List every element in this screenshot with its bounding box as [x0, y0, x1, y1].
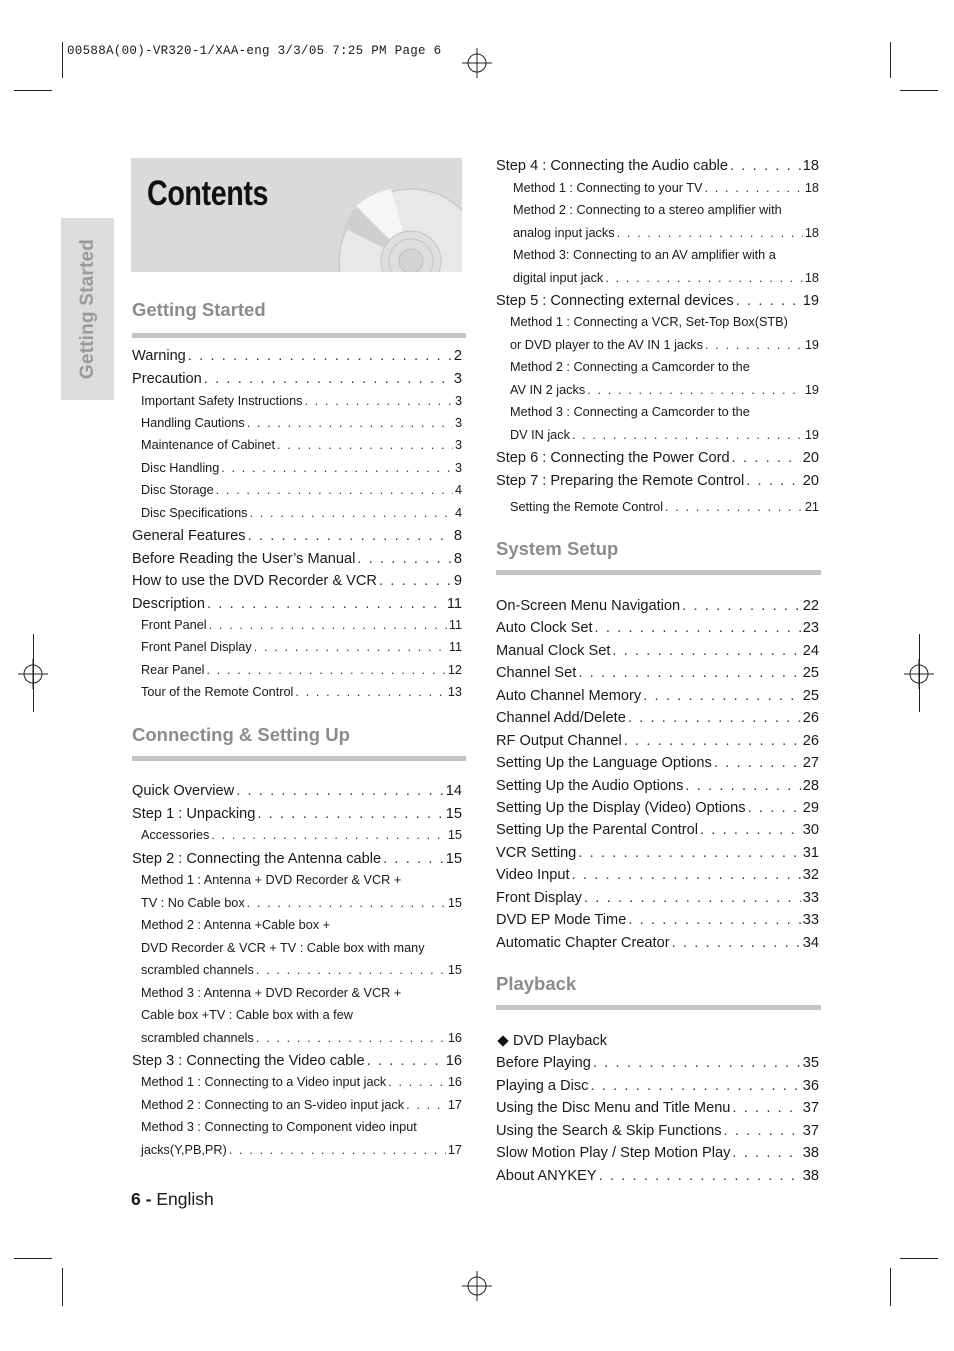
section-heading-getting-started: Getting Started — [132, 299, 266, 320]
toc-entry-title: Video Input — [496, 867, 570, 883]
dot-leader — [705, 338, 803, 352]
toc-entry[interactable] — [496, 1168, 819, 1184]
toc-entry-title: scrambled channels — [141, 1031, 254, 1045]
toc-entry[interactable] — [141, 873, 462, 887]
toc-entry[interactable] — [141, 986, 462, 1000]
section-heading-system-setup: System Setup — [496, 538, 619, 559]
toc-page-number: 11 — [448, 640, 462, 654]
dot-leader — [578, 665, 800, 681]
toc-entry-title: Disc Specifications — [141, 506, 248, 520]
dot-leader — [587, 383, 803, 397]
toc-entry[interactable] — [132, 806, 462, 822]
toc-page-number: 33 — [802, 912, 819, 928]
toc-entry-title: Front Display — [496, 890, 582, 906]
toc-entry-title: Manual Clock Set — [496, 643, 611, 659]
dot-leader — [714, 755, 801, 771]
toc-entry[interactable] — [141, 1008, 462, 1022]
crop-mark — [62, 42, 63, 78]
toc-entry[interactable] — [496, 1123, 819, 1139]
toc-entry[interactable] — [513, 181, 819, 195]
toc-entry-title: scrambled channels — [141, 963, 254, 977]
section-rule — [496, 570, 821, 575]
toc-entry-title: RF Output Channel — [496, 733, 622, 749]
crop-mark — [33, 634, 34, 712]
dot-leader — [256, 1031, 446, 1045]
toc-entry-title: Method 2 : Antenna +Cable box + — [141, 918, 331, 932]
toc-page-number: 15 — [445, 806, 462, 822]
dot-leader — [724, 1123, 801, 1139]
dot-leader — [211, 828, 445, 842]
toc-entry[interactable] — [496, 450, 819, 466]
registration-mark-icon — [462, 1271, 492, 1301]
toc-page-number: 38 — [802, 1145, 819, 1161]
toc-entry-title: Front Panel — [141, 618, 207, 632]
toc-entry[interactable] — [132, 528, 462, 544]
toc-page-number: 18 — [804, 226, 819, 240]
toc-page-number: 26 — [802, 710, 819, 726]
toc-entry-title: Warning — [132, 348, 186, 364]
toc-entry[interactable] — [496, 755, 819, 771]
toc-page-number: 19 — [804, 338, 819, 352]
dot-leader — [305, 394, 453, 408]
toc-entry[interactable] — [510, 405, 819, 419]
toc-entry[interactable] — [496, 1078, 819, 1094]
toc-entry[interactable] — [496, 800, 819, 816]
dot-leader — [247, 896, 446, 910]
toc-page-number: 12 — [447, 663, 462, 677]
dot-leader — [595, 620, 801, 636]
dot-leader — [732, 1100, 800, 1116]
dot-leader — [188, 348, 452, 364]
toc-page-number: 3 — [454, 461, 462, 475]
toc-entry-title: Before Reading the User’s Manual — [132, 551, 356, 567]
toc-entry[interactable] — [132, 371, 462, 387]
toc-entry-title: Step 5 : Connecting external devices — [496, 293, 734, 309]
toc-entry[interactable] — [496, 733, 819, 749]
toc-entry-title: DV IN jack — [510, 428, 570, 442]
toc-entry-title: Slow Motion Play / Step Motion Play — [496, 1145, 731, 1161]
toc-entry[interactable] — [496, 643, 819, 659]
toc-page-number: 20 — [802, 473, 819, 489]
toc-entry[interactable] — [132, 348, 462, 364]
toc-entry[interactable] — [141, 438, 462, 452]
toc-entry-title: digital input jack — [513, 271, 604, 285]
toc-entry[interactable] — [141, 416, 462, 430]
toc-entry-title: Front Panel Display — [141, 640, 252, 654]
toc-page-number: 9 — [453, 573, 462, 589]
dot-leader — [590, 1078, 800, 1094]
dot-leader — [682, 598, 801, 614]
toc-page-number: 16 — [447, 1031, 462, 1045]
toc-page-number: 3 — [454, 416, 462, 430]
dot-leader — [367, 1053, 444, 1069]
section-rule — [132, 756, 466, 761]
dot-leader — [665, 500, 803, 514]
toc-page-number: 32 — [802, 867, 819, 883]
section-rule — [132, 333, 466, 338]
toc-entry[interactable] — [510, 338, 819, 352]
toc-entry-title: Auto Channel Memory — [496, 688, 642, 704]
dot-leader — [748, 800, 801, 816]
toc-entry-title: Method 1 : Connecting a VCR, Set-Top Box(STB) — [510, 315, 788, 329]
toc-page-number: 30 — [802, 822, 819, 838]
toc-entry[interactable] — [513, 203, 819, 217]
toc-entry[interactable] — [141, 483, 462, 497]
toc-entry[interactable] — [496, 158, 819, 174]
toc-entry[interactable] — [141, 640, 462, 654]
toc-entry-title: DVD EP Mode Time — [496, 912, 627, 928]
toc-entry[interactable] — [141, 1075, 462, 1089]
toc-entry-title: Setting the Remote Control — [510, 500, 664, 514]
toc-entry-title: DVD Recorder & VCR + TV : Cable box with many — [141, 941, 425, 955]
dot-leader — [388, 1075, 446, 1089]
toc-entry[interactable] — [141, 1098, 462, 1112]
toc-entry[interactable] — [510, 500, 819, 514]
toc-page-number: 8 — [453, 528, 462, 544]
crop-mark — [62, 1268, 63, 1306]
toc-page-number: 34 — [802, 935, 819, 951]
toc-entry[interactable] — [496, 890, 819, 906]
toc-page-number: 3 — [454, 394, 462, 408]
toc-page-number: 38 — [802, 1168, 819, 1184]
toc-page-number: 27 — [802, 755, 819, 771]
toc-entry[interactable] — [496, 778, 819, 794]
toc-entry[interactable] — [141, 941, 462, 955]
toc-entry[interactable] — [510, 315, 819, 329]
dot-leader — [248, 528, 452, 544]
disc-icon — [336, 186, 462, 272]
toc-page-number: 18 — [802, 158, 819, 174]
toc-entry-title: Using the Disc Menu and Title Menu — [496, 1100, 731, 1116]
crop-mark — [900, 90, 938, 91]
toc-page-number: 36 — [802, 1078, 819, 1094]
toc-entry-title: AV IN 2 jacks — [510, 383, 586, 397]
toc-page-number: 11 — [448, 618, 462, 632]
toc-entry[interactable] — [496, 620, 819, 636]
dot-leader — [730, 158, 801, 174]
title-box — [131, 158, 462, 272]
dot-leader — [736, 293, 801, 309]
toc-entry[interactable] — [496, 935, 819, 951]
toc-entry[interactable] — [141, 1031, 462, 1045]
dot-leader — [628, 710, 801, 726]
toc-entry-title: General Features — [132, 528, 246, 544]
dot-leader — [672, 935, 801, 951]
toc-entry-title: Disc Storage — [141, 483, 214, 497]
toc-page-number: 15 — [447, 828, 462, 842]
dot-leader — [624, 733, 801, 749]
toc-entry[interactable] — [496, 867, 819, 883]
dot-leader — [732, 1145, 800, 1161]
toc-entry[interactable] — [496, 1100, 819, 1116]
dot-leader — [379, 573, 452, 589]
dot-leader — [572, 428, 803, 442]
dot-leader — [584, 890, 801, 906]
toc-entry-title: Using the Search & Skip Functions — [496, 1123, 722, 1139]
toc-page-number: 11 — [446, 596, 462, 612]
toc-entry-title: Method 2 : Connecting a Camcorder to the — [510, 360, 750, 374]
toc-entry-title: Setting Up the Audio Options — [496, 778, 684, 794]
toc-page-number: 14 — [445, 783, 462, 799]
toc-page-number: 26 — [802, 733, 819, 749]
toc-entry-title: Cable box +TV : Cable box with a few — [141, 1008, 353, 1022]
toc-entry-title: Precaution — [132, 371, 202, 387]
toc-entry[interactable] — [141, 506, 462, 520]
toc-entry[interactable] — [496, 473, 819, 489]
toc-entry-title: Description — [132, 596, 205, 612]
dot-leader — [209, 618, 447, 632]
toc-entry-title: Playing a Disc — [496, 1078, 589, 1094]
toc-page-number: 23 — [802, 620, 819, 636]
toc-page-number: 19 — [804, 428, 819, 442]
toc-entry[interactable] — [141, 1120, 462, 1134]
dot-leader — [612, 643, 800, 659]
toc-page-number: 19 — [804, 383, 819, 397]
dot-leader — [216, 483, 453, 497]
crop-mark — [890, 1268, 891, 1306]
dot-leader — [295, 685, 446, 699]
toc-entry-title: Method 2 : Connecting to a stereo amplifier with — [513, 203, 782, 217]
toc-entry-title: Step 1 : Unpacking — [132, 806, 256, 822]
printer-slug: 00588A(00)-VR320-1/XAA-eng 3/3/05 7:25 PM Page 6 — [67, 44, 442, 58]
crop-mark — [14, 1258, 52, 1259]
toc-page-number: 29 — [802, 800, 819, 816]
toc-entry-title: analog input jacks — [513, 226, 615, 240]
toc-entry[interactable] — [496, 845, 819, 861]
toc-entry-title: Important Safety Instructions — [141, 394, 303, 408]
crop-mark — [900, 1258, 938, 1259]
toc-entry-title: Channel Set — [496, 665, 577, 681]
footer-language: English — [156, 1189, 214, 1209]
toc-entry-title: jacks(Y,PB,PR) — [141, 1143, 227, 1157]
toc-entry[interactable] — [141, 461, 462, 475]
toc-entry-title: Setting Up the Parental Control — [496, 822, 698, 838]
toc-entry[interactable] — [496, 912, 819, 928]
toc-page-number: 3 — [454, 438, 462, 452]
toc-entry-title: Step 2 : Connecting the Antenna cable — [132, 851, 382, 867]
toc-entry[interactable] — [510, 383, 819, 397]
toc-entry[interactable] — [141, 394, 462, 408]
toc-entry-title: Tour of the Remote Control — [141, 685, 294, 699]
dot-leader — [277, 438, 453, 452]
toc-entry[interactable] — [496, 293, 819, 309]
side-tab-label: Getting Started — [76, 238, 98, 380]
toc-entry[interactable] — [141, 685, 462, 699]
dot-leader — [229, 1143, 446, 1157]
section-rule — [496, 1005, 821, 1010]
toc-entry-title: Setting Up the Display (Video) Options — [496, 800, 746, 816]
toc-page-number: 15 — [447, 963, 462, 977]
toc-entry[interactable] — [141, 1143, 462, 1157]
dot-leader — [254, 640, 447, 654]
toc-page-number: 25 — [802, 688, 819, 704]
dot-leader — [593, 1055, 801, 1071]
dot-leader — [207, 596, 445, 612]
toc-entry[interactable] — [132, 1053, 462, 1069]
page-footer — [131, 1189, 214, 1210]
toc-page-number: 18 — [804, 271, 819, 285]
toc-entry[interactable] — [141, 618, 462, 632]
toc-entry-title: Accessories — [141, 828, 210, 842]
crop-mark — [14, 90, 52, 91]
dot-leader — [700, 822, 801, 838]
toc-entry[interactable] — [510, 360, 819, 374]
toc-entry[interactable] — [513, 226, 819, 240]
toc-page-number: 22 — [802, 598, 819, 614]
toc-page-number: 16 — [445, 1053, 462, 1069]
toc-entry-title: Quick Overview — [132, 783, 235, 799]
toc-page-number: 15 — [445, 851, 462, 867]
dot-leader — [204, 371, 452, 387]
toc-entry[interactable] — [141, 963, 462, 977]
diamond-bullet-icon — [497, 1035, 508, 1046]
toc-entry[interactable] — [496, 665, 819, 681]
dot-leader — [628, 912, 800, 928]
toc-entry-title: Handling Cautions — [141, 416, 245, 430]
page-title: Contents — [147, 174, 269, 213]
toc-page-number: 13 — [447, 685, 462, 699]
toc-page-number: 33 — [802, 890, 819, 906]
toc-entry-title: Method 3: Connecting to an AV amplifier with a — [513, 248, 776, 262]
toc-page-number: 20 — [802, 450, 819, 466]
toc-page-number: 21 — [804, 500, 819, 514]
toc-entry-title: Method 3 : Antenna + DVD Recorder & VCR + — [141, 986, 402, 1000]
toc-entry-title: Step 6 : Connecting the Power Cord — [496, 450, 730, 466]
dot-leader — [746, 473, 801, 489]
section-heading-connecting-setting-up: Connecting & Setting Up — [132, 724, 350, 745]
toc-page-number: 17 — [447, 1098, 462, 1112]
toc-page-number: 31 — [802, 845, 819, 861]
side-tab — [61, 218, 114, 400]
toc-entry-title: TV : No Cable box — [141, 896, 245, 910]
toc-entry-title: Method 1 : Connecting to your TV — [513, 181, 703, 195]
toc-page-number: 25 — [802, 665, 819, 681]
dot-leader — [221, 461, 453, 475]
dot-leader — [406, 1098, 446, 1112]
toc-entry-title: Auto Clock Set — [496, 620, 593, 636]
toc-entry-title: Method 1 : Connecting to a Video input jack — [141, 1075, 387, 1089]
toc-entry[interactable] — [141, 896, 462, 910]
toc-page-number: 8 — [453, 551, 462, 567]
toc-entry[interactable] — [141, 663, 462, 677]
toc-page-number: 17 — [447, 1143, 462, 1157]
dot-leader — [578, 845, 800, 861]
crop-mark — [890, 42, 891, 78]
toc-entry[interactable] — [510, 428, 819, 442]
dot-leader — [383, 851, 444, 867]
toc-entry[interactable] — [141, 828, 462, 842]
toc-entry-title: Method 2 : Connecting to an S-video input jack — [141, 1098, 405, 1112]
toc-page-number: 15 — [447, 896, 462, 910]
dot-leader — [605, 271, 803, 285]
dot-leader — [572, 867, 801, 883]
dot-leader — [357, 551, 452, 567]
toc-entry[interactable] — [496, 822, 819, 838]
dot-leader — [732, 450, 801, 466]
dot-leader — [247, 416, 453, 430]
toc-entry[interactable] — [132, 596, 462, 612]
toc-entry-title: Before Playing — [496, 1055, 591, 1071]
toc-entry-title: Method 3 : Connecting a Camcorder to the — [510, 405, 750, 419]
toc-entry-title: Channel Add/Delete — [496, 710, 626, 726]
dot-leader — [685, 778, 800, 794]
toc-entry-title: About ANYKEY — [496, 1168, 597, 1184]
toc-entry-title: Method 3 : Connecting to Component video input — [141, 1120, 417, 1134]
toc-entry-title: Step 4 : Connecting the Audio cable — [496, 158, 729, 174]
toc-entry-title: Setting Up the Language Options — [496, 755, 712, 771]
toc-entry[interactable] — [496, 688, 819, 704]
toc-entry[interactable] — [132, 573, 462, 589]
dot-leader — [643, 688, 801, 704]
toc-entry-title: Automatic Chapter Creator — [496, 935, 670, 951]
toc-page-number: 18 — [804, 181, 819, 195]
toc-entry-title: or DVD player to the AV IN 1 jacks — [510, 338, 703, 352]
toc-page-number: 4 — [454, 506, 462, 520]
toc-entry[interactable] — [132, 851, 462, 867]
toc-page-number: 28 — [802, 778, 819, 794]
page-number: 6 - — [131, 1189, 152, 1209]
toc-page-number: 2 — [453, 348, 462, 364]
section-heading-playback: Playback — [496, 973, 577, 994]
toc-page-number: 4 — [454, 483, 462, 497]
toc-page-number: 19 — [802, 293, 819, 309]
toc-entry[interactable] — [132, 783, 462, 799]
toc-page-number: 35 — [802, 1055, 819, 1071]
toc-entry-title: Step 3 : Connecting the Video cable — [132, 1053, 365, 1069]
toc-entry-title: How to use the DVD Recorder & VCR — [132, 573, 377, 589]
toc-entry[interactable] — [513, 271, 819, 285]
toc-entry-title: Disc Handling — [141, 461, 220, 475]
toc-page-number: 24 — [802, 643, 819, 659]
toc-entry[interactable] — [496, 710, 819, 726]
toc-entry[interactable] — [496, 1145, 819, 1161]
toc-page-number: 37 — [802, 1123, 819, 1139]
toc-entry-title: Method 1 : Antenna + DVD Recorder & VCR + — [141, 873, 402, 887]
toc-entry-title: Step 7 : Preparing the Remote Control — [496, 473, 745, 489]
toc-entry-title: Rear Panel — [141, 663, 205, 677]
dot-leader — [617, 226, 803, 240]
dot-leader — [256, 963, 446, 977]
toc-entry-title: VCR Setting — [496, 845, 577, 861]
toc-page-number: 37 — [802, 1100, 819, 1116]
crop-mark — [919, 634, 920, 712]
dot-leader — [704, 181, 802, 195]
toc-entry[interactable] — [132, 551, 462, 567]
toc-entry-title: Maintenance of Cabinet — [141, 438, 276, 452]
toc-entry[interactable] — [496, 598, 819, 614]
dot-leader — [249, 506, 452, 520]
toc-entry-title: DVD Playback — [513, 1033, 608, 1049]
dot-leader — [257, 806, 443, 822]
toc-entry[interactable] — [496, 1055, 819, 1071]
toc-page-number: 16 — [447, 1075, 462, 1089]
toc-entry-title: On-Screen Menu Navigation — [496, 598, 681, 614]
toc-page-number: 3 — [453, 371, 462, 387]
dot-leader — [236, 783, 444, 799]
toc-entry[interactable] — [496, 1033, 819, 1049]
dot-leader — [599, 1168, 801, 1184]
dot-leader — [206, 663, 445, 677]
registration-mark-icon — [462, 48, 492, 78]
toc-entry[interactable] — [513, 248, 819, 262]
toc-entry[interactable] — [141, 918, 462, 932]
